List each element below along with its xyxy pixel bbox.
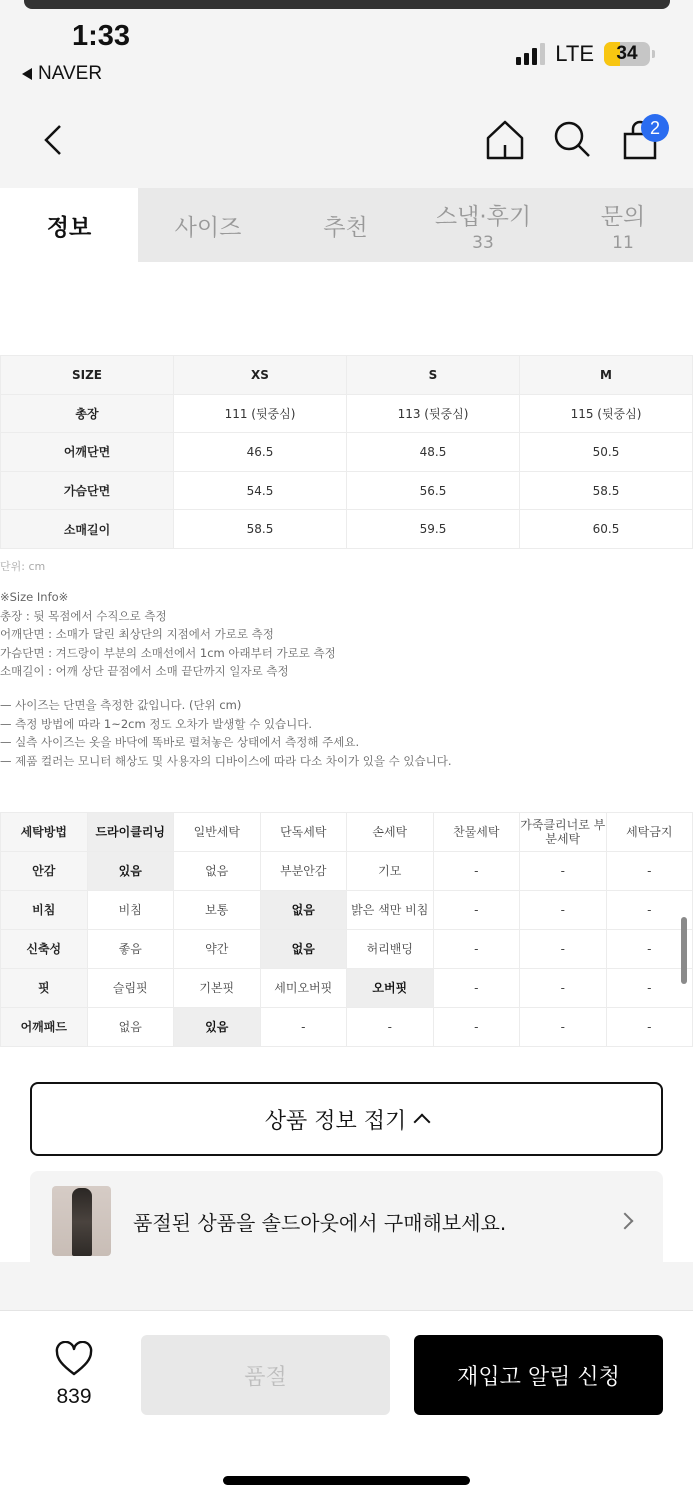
bottom-action-bar: [0, 1310, 693, 1500]
restock-alert-button[interactable]: 재입고 알림 신청: [414, 1335, 663, 1415]
note-line: — 사이즈는 단면을 측정한 값입니다. (단위 cm): [0, 698, 242, 712]
note-line: — 제품 컬러는 모니터 해상도 및 사용자의 디바이스에 따라 다소 차이가 있을 수 있습니다.: [0, 753, 452, 768]
like-count: 839: [56, 1385, 92, 1408]
table-cell: 54.5: [174, 471, 347, 510]
table-cell: 슬림핏: [87, 969, 174, 1008]
tab-label: 문의: [600, 203, 646, 230]
table-cell: -: [520, 969, 607, 1008]
status-time: 1:33: [72, 20, 131, 52]
home-icon: [483, 118, 527, 162]
back-button[interactable]: [38, 120, 68, 160]
table-cell: 좋음: [87, 930, 174, 969]
size-info: [0, 588, 336, 681]
row-label: 안감: [1, 852, 88, 891]
soldout-banner-text: 품절된 상품을 솔드아웃에서 구매해보세요.: [133, 1210, 507, 1235]
table-row: [1, 969, 693, 1008]
table-cell: -: [260, 1008, 347, 1047]
table-row: [1, 510, 693, 549]
size-info-line: 소매길이 : 어깨 상단 끝점에서 소매 끝단까지 일자로 측정: [0, 664, 289, 679]
size-header-cell: SIZE: [1, 356, 174, 395]
table-cell-selected: 오버핏: [347, 969, 434, 1008]
size-table: [0, 355, 693, 549]
tab-info[interactable]: [0, 188, 138, 262]
search-icon: [551, 118, 595, 162]
table-cell: 찬물세탁: [433, 813, 520, 852]
row-label: 핏: [1, 969, 88, 1008]
back-to-app-link[interactable]: [22, 63, 102, 85]
tab-snap-review[interactable]: [413, 188, 553, 262]
fold-product-info-button[interactable]: [30, 1082, 663, 1156]
note-line: — 측정 방법에 따라 1~2cm 정도 오차가 발생할 수 있습니다.: [0, 716, 313, 731]
table-cell: 보통: [174, 891, 261, 930]
table-cell: 밝은 색만 비침: [347, 891, 434, 930]
row-label: 어깨패드: [1, 1008, 88, 1047]
table-cell-selected: 드라이클리닝: [87, 813, 174, 852]
table-cell: 59.5: [347, 510, 520, 549]
tab-recommend[interactable]: [278, 188, 413, 262]
row-label: 어깨단면: [1, 433, 174, 472]
size-header-cell: M: [520, 356, 693, 395]
table-row: [1, 813, 693, 852]
table-cell-selected: 없음: [260, 930, 347, 969]
table-cell: 부분안감: [260, 852, 347, 891]
product-info-content: [0, 262, 693, 1262]
table-cell: -: [606, 969, 693, 1008]
table-cell: 단독세탁: [260, 813, 347, 852]
chevron-up-icon: [414, 1114, 431, 1131]
home-indicator[interactable]: [223, 1476, 470, 1485]
table-row: [1, 891, 693, 930]
size-table-header: [1, 356, 693, 395]
signal-icon: [516, 43, 545, 65]
table-cell-selected: 있음: [174, 1008, 261, 1047]
row-label: 세탁방법: [1, 813, 88, 852]
table-cell: -: [606, 930, 693, 969]
table-row: [1, 394, 693, 433]
back-triangle-icon: [22, 68, 32, 80]
table-cell: -: [433, 852, 520, 891]
scrollbar-thumb[interactable]: [681, 917, 687, 984]
coat-model-figure: [72, 1188, 92, 1256]
table-cell: 60.5: [520, 510, 693, 549]
size-info-title: ※Size Info※: [0, 590, 69, 604]
table-cell-selected: 없음: [260, 891, 347, 930]
table-row: [1, 433, 693, 472]
battery-icon: [604, 42, 650, 66]
product-tabs: [0, 188, 693, 262]
review-count: 33: [472, 232, 494, 253]
table-cell: 115 (뒷중심): [520, 394, 693, 433]
size-header-cell: XS: [174, 356, 347, 395]
table-cell: 111 (뒷중심): [174, 394, 347, 433]
tab-label: 정보: [46, 214, 92, 241]
tab-size[interactable]: [138, 188, 278, 262]
table-cell: 46.5: [174, 433, 347, 472]
table-cell: 세미오버핏: [260, 969, 347, 1008]
home-button[interactable]: [483, 118, 527, 162]
table-cell: 가죽클리너로 부분세탁: [520, 813, 607, 852]
size-info-line: 총장 : 뒷 목점에서 수직으로 측정: [0, 608, 167, 623]
table-cell: 세탁금지: [606, 813, 693, 852]
row-label: 소매길이: [1, 510, 174, 549]
table-cell: -: [520, 891, 607, 930]
table-cell: 기본핏: [174, 969, 261, 1008]
network-label: LTE: [555, 41, 594, 66]
like-button[interactable]: [50, 1341, 98, 1409]
table-cell: -: [433, 891, 520, 930]
tab-label: 사이즈: [174, 214, 242, 241]
table-cell: 일반세탁: [174, 813, 261, 852]
table-cell: 없음: [87, 1008, 174, 1047]
chevron-left-icon: [38, 120, 68, 160]
row-label: 비침: [1, 891, 88, 930]
tab-inquiry[interactable]: [553, 188, 693, 262]
table-cell: -: [347, 1008, 434, 1047]
table-cell: -: [520, 1008, 607, 1047]
fold-button-label: 상품 정보 접기: [264, 1108, 407, 1134]
row-label: 신축성: [1, 930, 88, 969]
heart-icon: [54, 1341, 94, 1377]
table-cell: -: [606, 891, 693, 930]
table-cell: 약간: [174, 930, 261, 969]
table-cell: 기모: [347, 852, 434, 891]
measurement-notes: [0, 696, 452, 770]
table-cell: -: [520, 930, 607, 969]
table-cell: 58.5: [174, 510, 347, 549]
battery-level: 34: [616, 43, 638, 64]
care-table: [0, 812, 693, 1047]
soldout-banner[interactable]: [30, 1171, 663, 1271]
search-button[interactable]: [551, 118, 595, 162]
table-cell: 50.5: [520, 433, 693, 472]
table-row: [1, 471, 693, 510]
table-row: [1, 930, 693, 969]
top-bezel: [24, 0, 670, 9]
soldout-button: 품절: [141, 1335, 390, 1415]
table-row: [1, 852, 693, 891]
table-cell: -: [520, 852, 607, 891]
unit-note: 단위: cm: [0, 560, 46, 573]
table-cell: 허리밴딩: [347, 930, 434, 969]
size-info-line: 어깨단면 : 소매가 달린 최상단의 지점에서 가로로 측정: [0, 627, 274, 642]
battery-tip: [652, 50, 655, 58]
table-cell: 56.5: [347, 471, 520, 510]
table-cell: -: [433, 969, 520, 1008]
product-thumbnail: [52, 1186, 111, 1256]
tab-label: 스냅·후기: [434, 203, 532, 230]
table-cell: -: [606, 1008, 693, 1047]
table-cell: -: [433, 1008, 520, 1047]
table-cell: 손세탁: [347, 813, 434, 852]
cart-button[interactable]: [619, 118, 663, 162]
back-app-label: NAVER: [38, 63, 103, 84]
app-header: [0, 100, 693, 185]
size-header-cell: S: [347, 356, 520, 395]
table-cell: 비침: [87, 891, 174, 930]
table-cell: 58.5: [520, 471, 693, 510]
table-cell: -: [606, 852, 693, 891]
size-info-line: 가슴단면 : 겨드랑이 부분의 소매선에서 1cm 아래부터 가로로 측정: [0, 645, 336, 660]
chevron-right-icon: [617, 1213, 634, 1230]
table-cell-selected: 있음: [87, 852, 174, 891]
table-cell: -: [433, 930, 520, 969]
row-label: 총장: [1, 394, 174, 433]
row-label: 가슴단면: [1, 471, 174, 510]
table-cell: 없음: [174, 852, 261, 891]
table-cell: 48.5: [347, 433, 520, 472]
tab-label: 추천: [323, 214, 368, 241]
cart-count-badge: 2: [641, 114, 669, 142]
table-cell: 113 (뒷중심): [347, 394, 520, 433]
status-indicators: [516, 41, 655, 67]
note-line: — 실측 사이즈는 옷을 바닥에 똑바로 펼쳐놓은 상태에서 측정해 주세요.: [0, 735, 360, 750]
inquiry-count: 11: [612, 232, 634, 253]
table-row: [1, 1008, 693, 1047]
